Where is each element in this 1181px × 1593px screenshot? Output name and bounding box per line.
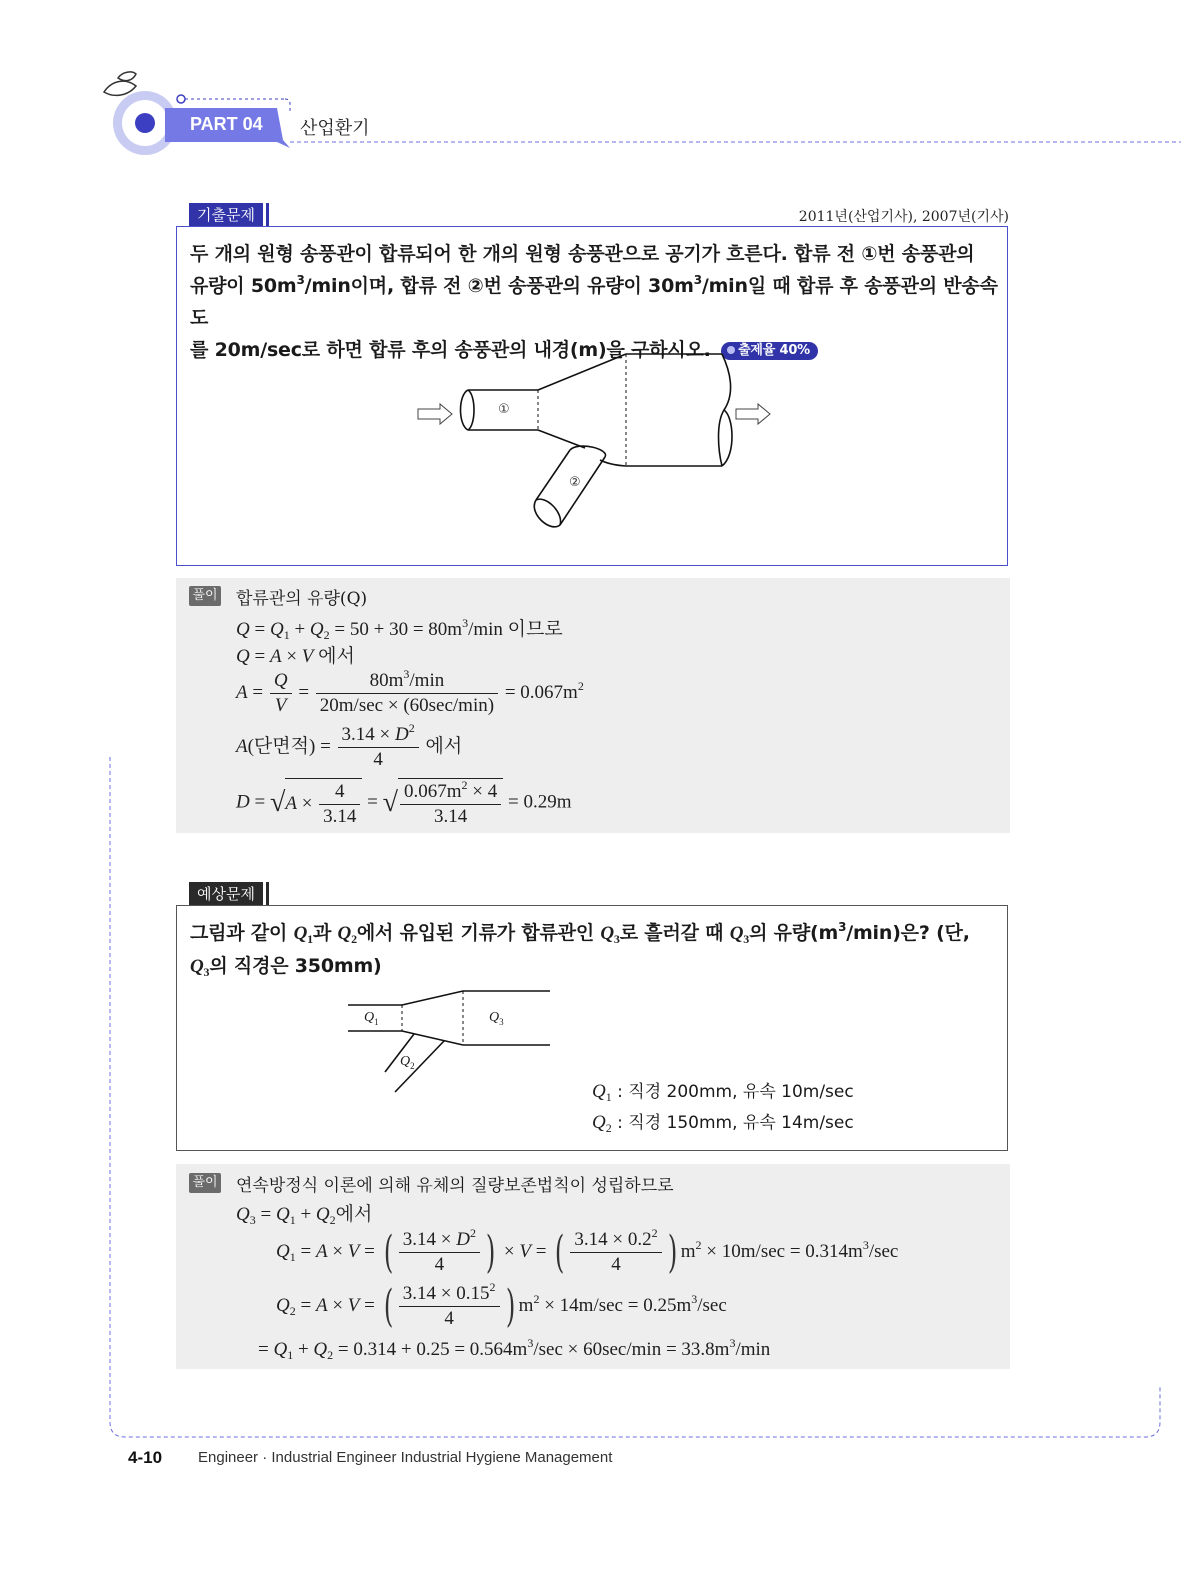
solution1-intro-text: 합류관의 유량(Q) [236, 589, 368, 609]
book-title: Engineer · Industrial Engineer Industrial Hygiene Management [198, 1449, 613, 1466]
solution1-tag [189, 586, 221, 606]
tag2-marker [266, 882, 269, 906]
diagram2-label-q2: $Q_2$ [400, 1054, 415, 1071]
solution1-diameter: D = √A × $\frac{4}{3.14}$ = √ $\frac{0.067m^2 \times 4}{3.14}$ = 0.29m [236, 778, 572, 827]
solution2-q2: $Q_2 = A \times V$ = ( $\frac{3.14 \times 0.15^2}{4}$ ) $m^2 \times 14m/\sec = 0.25m^3/\sec$ [276, 1280, 727, 1332]
sol1-frac-den: 20m/sec × (60sec/min) [319, 695, 495, 716]
p1-l2a: 유량이 50m [190, 275, 297, 297]
solution2-intro-text: 연속방정식 이론에 의해 유체의 질량보존법칙이 성립하므로 [236, 1176, 674, 1196]
problem2-line1: 그림과 같이 $Q_1$과 $Q_2$에서 유입된 기류가 합류관인 $Q_3$로 흘러갈 때 $Q_3$의 유량$(m^3/\min)$은? (단, [190, 920, 970, 946]
problem1-line2: 유량이 $50m^3/\min$이며, 합류 전 ②번 송풍관의 유량이 $30m^3/\min$일 때 합류 후 송풍관의 반송속도 [190, 273, 998, 329]
problem-tag-past [189, 203, 263, 227]
solution2-tag-text: 풀이 [192, 1175, 218, 1190]
part-label: PART 04 [190, 114, 263, 134]
sol1-frac-num: $80m^3/\min$ [316, 670, 498, 694]
duct-merge-diagram-1 [410, 345, 780, 545]
p1-l2b: /min이며, 합류 전 ②번 송풍관의 유량이 30m [304, 275, 694, 297]
diagram1-label-1: ① [498, 402, 510, 417]
problem2-tag-text: 예상문제 [197, 885, 255, 903]
solution1-area-eq: A = $\frac{Q}{V}$ = $\frac{80m^3/\min}{20m/\sec \times (60\sec/\min)}$ = $0.067m^2$ [236, 667, 584, 716]
duct-merge-diagram-2 [340, 985, 560, 1095]
sol1-line2-suffix: 에서 [318, 646, 355, 667]
solution2-q1: $Q_1 = A \times V$ = ( $\frac{3.14 \times D^2}{4}$ ) × V = ( $\frac{3.14 \times 0.2^2}{4}$ ) $m^2 \times 10m/\sec = 0.314m^3/\sec$ [276, 1226, 899, 1278]
frequency-badge-text: 출제율 40% [738, 343, 810, 358]
sol2-line1-suffix: 에서 [335, 1204, 373, 1225]
tag-marker [266, 203, 269, 227]
solution1-intro [236, 584, 367, 609]
p1-l2c: /min일 때 합류 후 송풍관의 반송속도 [190, 275, 998, 329]
problem1-line1: 두 개의 원형 송풍관이 합류되어 한 개의 원형 송풍관으로 공기가 흐른다. 합류 전 ①번 송풍관의 [190, 243, 975, 265]
solution1-line1: $Q = Q_1 + Q_2 = 50 + 30 = 80m^3/\min$ 이므로 [236, 616, 563, 642]
q1-spec-text: : 직경 200mm, 유속 10m/sec [617, 1082, 854, 1102]
solution1-tag-text: 풀이 [192, 588, 218, 603]
solution2-line1: $Q_3 = Q_1 + Q_2$에서 [236, 1204, 373, 1227]
diagram2-label-q1: $Q_1$ [364, 1010, 379, 1027]
problem2-line2: $Q_3$의 직경은 350mm) [190, 955, 382, 979]
diagram1-label-2: ② [569, 475, 581, 490]
sol1-area-suffix: 에서 [425, 735, 463, 757]
solution2-tag [189, 1173, 221, 1193]
section-title: 산업환기 [300, 118, 370, 139]
q1-spec: $Q_1$ : 직경 200mm, 유속 10m/sec [592, 1081, 854, 1104]
p1-l3: 를 20m/sec로 하면 합류 후의 송풍관의 내경(m)을 구하시오. [190, 339, 711, 361]
q2-spec: $Q_2$ : 직경 150mm, 유속 14m/sec [592, 1112, 854, 1135]
solution2-final: = $Q_1 + Q_2 = 0.314 + 0.25 = 0.564m^3/\sec \times 60\sec/\min = 33.8m^3/\min$ [258, 1336, 771, 1362]
q2-spec-text: : 직경 150mm, 유속 14m/sec [617, 1113, 854, 1133]
problem-tag-expected [189, 882, 263, 906]
diagram2-label-q3: $Q_3$ [489, 1010, 504, 1027]
problem-tag-text: 기출문제 [197, 206, 255, 224]
sol1-d-result: = 0.29m [508, 791, 572, 813]
solution1-line2: Q = A × V 에서 [236, 646, 355, 667]
page-number: 4-10 [128, 1448, 163, 1467]
solution1-section-area: A(단면적) = $\frac{3.14 \times D^2}{4}$ 에서 [236, 721, 463, 770]
d-frac1-den: 3.14 [323, 806, 357, 827]
problem2-text [190, 917, 1000, 983]
problem-years: 2011년(산업기사), 2007년(기사) [798, 209, 1009, 225]
solution2-intro [236, 1171, 674, 1196]
d-frac1-num: 4 [319, 781, 360, 805]
